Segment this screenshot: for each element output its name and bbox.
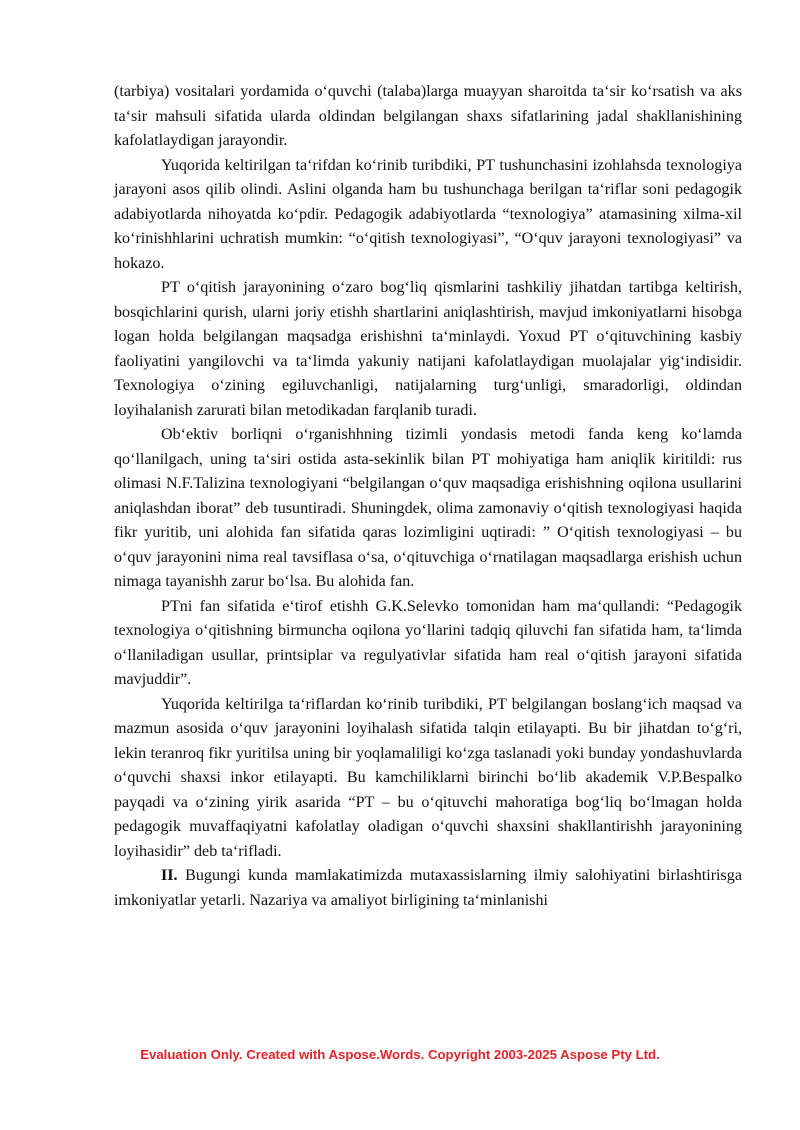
document-body	[114, 80, 742, 913]
paragraph-bespalko: Yuqorida keltirilga ta‘riflardan ko‘rinib turibdiki, PT belgilangan boslang‘ich maqsad va mazmun asosida o‘quv jarayonini loyihalash sifatida talqin etilayapti. Bu bir jihatdan to‘g‘ri, lekin teranroq fikr yuritilsa uning bir yoqlamaliligi ko‘zga taslanadi yoki bunday yondashuvlarda o‘quvchi shaxsi inkor etilayapti. Bu kamchiliklarni birinchi bo‘lib akademik V.P.Bespalko payqadi va o‘zining yirik asarida “PT – bu o‘qituvchi mahoratiga bog‘liq bo‘lmagan holda pedagogik muvaffaqiyatni kafolatlay oladigan o‘quvchi shaxsini shakllantirishh jarayonining loyihasidir” deb ta‘rifladi.	[114, 695, 742, 860]
paragraph-pt-organization: PT o‘qitish jarayonining o‘zaro bog‘liq qismlarini tashkiliy jihatdan tartibga keltirish, bosqichlarini qurish, ularni joriy etishh shartlarini aniqlashtirish, mavjud imkoniyatlarni hisobga logan holda belgilangan maqsadga erishishni ta‘minlaydi. Yoxud PT o‘qituvchining kasbiy faoliyatini yangilovchi va ta‘limda yakuniy natijani kafolatlaydigan muolajalar yig‘indisidir. Texnologiya o‘zining egiluvchanligi, natijalarning turg‘unligi, smaradorligi, oldindan loyihalanish zarurati bilan metodikadan farqlanib turadi.	[114, 279, 742, 419]
paragraph-intro-continuation: (tarbiya) vositalari yordamida o‘quvchi (talaba)larga muayyan sharoitda ta‘sir ko‘rsatish va aks ta‘sir mahsuli sifatida ularda oldindan belgilangan shaxs sifatlarining jadal shakllanishining kafolatlaydigan jarayondir.	[114, 83, 742, 149]
section-number: II.	[161, 867, 178, 884]
paragraph-pt-definition: Yuqorida keltirilgan ta‘rifdan ko‘rinib turibdiki, PT tushunchasini izohlahsda texnologiya jarayoni asos qilib olindi. Aslini olganda ham bu tushunchaga berilgan ta‘riflar soni pedagogik adabiyotlarda nihoyatda ko‘pdir. Pedagogik adabiyotlarda “texnologiya” atamasining xilma-xil ko‘rinishhlarini uchratish mumkin: “o‘qitish texnologiyasi”, “O‘quv jarayoni texnologiyasi” va hokazo.	[114, 156, 742, 272]
paragraph-objective-reality: Ob‘ektiv borliqni o‘rganishhning tizimli yondasis metodi fanda keng ko‘lamda qo‘llanilgach, uning ta‘siri ostida asta-sekinlik bilan PT mohiyatiga ham aniqlik kiritildi: rus olimasi N.F.Talizina texnologiyani “belgilangan o‘quv maqsadiga erishishning oqilona usullarini aniqlashdan iborat” deb tusuntiradi. Shuningdek, olima zamonaviy o‘qitish texnologiyasi haqida fikr yuritib, uni alohida fan sifatida qaras lozimligini uqtiradi: ” O‘qitish texnologiyasi – bu o‘quv jarayonini nima real tavsiflasa o‘sa, o‘qituvchiga o‘rnatilagan maqsadlarga erishish uchun nimaga tayanishh zarur bo‘lsa. Bu alohida fan.	[114, 426, 742, 590]
paragraph-selevko: PTni fan sifatida e‘tirof etishh G.K.Selevko tomonidan ham ma‘qullandi: “Pedagogik texnologiya o‘qitishning birmuncha oqilona yo‘llarini tadqiq qiluvchi fan sifatida ham, ta‘limda o‘llaniladigan usullar, printsiplar va regulyativlar sifatida ham real o‘qitish jarayoni sifatida mavjuddir”.	[114, 597, 742, 688]
evaluation-watermark: Evaluation Only. Created with Aspose.Words. Copyright 2003-2025 Aspose Pty Ltd.	[140, 1047, 660, 1062]
paragraph-section-two	[114, 864, 742, 913]
section-two-text: Bugungi kunda mamlakatimizda mutaxassislarning ilmiy salohiyatini birlashtirisga imkoniyatlar yetarli. Nazariya va amaliyot birligining ta‘minlanishi	[114, 867, 742, 909]
